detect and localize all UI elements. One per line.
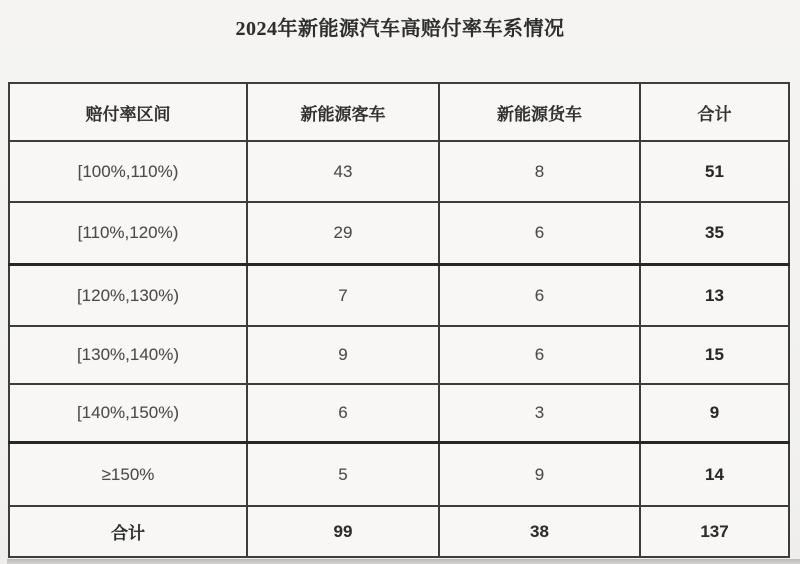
page-title: 2024年新能源汽车高赔付率车系情况: [235, 18, 565, 40]
truck-count-cell: 6: [439, 265, 640, 327]
passenger-count-cell: 43: [247, 141, 439, 202]
total-count-cell: 13: [640, 265, 789, 327]
total-count-cell: 14: [640, 443, 789, 507]
photo-edge-shadow: [7, 559, 800, 564]
passenger-count-cell: 29: [247, 202, 439, 265]
header-total: 合计: [640, 83, 789, 141]
passenger-count-cell: 6: [247, 384, 439, 443]
table-row: [9, 443, 789, 507]
total-count-cell: 15: [640, 326, 789, 384]
interval-cell: 合计: [9, 506, 247, 557]
total-count-cell: 137: [640, 506, 789, 557]
passenger-count-cell: 7: [247, 265, 439, 327]
truck-count-cell: 3: [439, 384, 640, 443]
claim-rate-table: [8, 82, 790, 558]
table-row: [9, 384, 789, 443]
table-row: [9, 326, 789, 384]
interval-cell: [120%,130%): [9, 265, 247, 327]
passenger-count-cell: 5: [247, 443, 439, 507]
interval-cell: ≥150%: [9, 443, 247, 507]
total-row: [9, 506, 789, 557]
passenger-count-cell: 9: [247, 326, 439, 384]
table-row: [9, 141, 789, 202]
table-row: [9, 265, 789, 327]
total-count-cell: 51: [640, 141, 789, 202]
interval-cell: [140%,150%): [9, 384, 247, 443]
passenger-count-cell: 99: [247, 506, 439, 557]
total-count-cell: 35: [640, 202, 789, 265]
truck-count-cell: 8: [439, 141, 640, 202]
table-header-row: [9, 83, 789, 141]
interval-cell: [130%,140%): [9, 326, 247, 384]
header-nev-truck: 新能源货车: [439, 83, 640, 141]
truck-count-cell: 9: [439, 443, 640, 507]
interval-cell: [110%,120%): [9, 202, 247, 265]
total-count-cell: 9: [640, 384, 789, 443]
truck-count-cell: 38: [439, 506, 640, 557]
header-nev-passenger: 新能源客车: [247, 83, 439, 141]
interval-cell: [100%,110%): [9, 141, 247, 202]
header-claim-rate-interval: 赔付率区间: [9, 83, 247, 141]
truck-count-cell: 6: [439, 326, 640, 384]
truck-count-cell: 6: [439, 202, 640, 265]
table-row: [9, 202, 789, 265]
